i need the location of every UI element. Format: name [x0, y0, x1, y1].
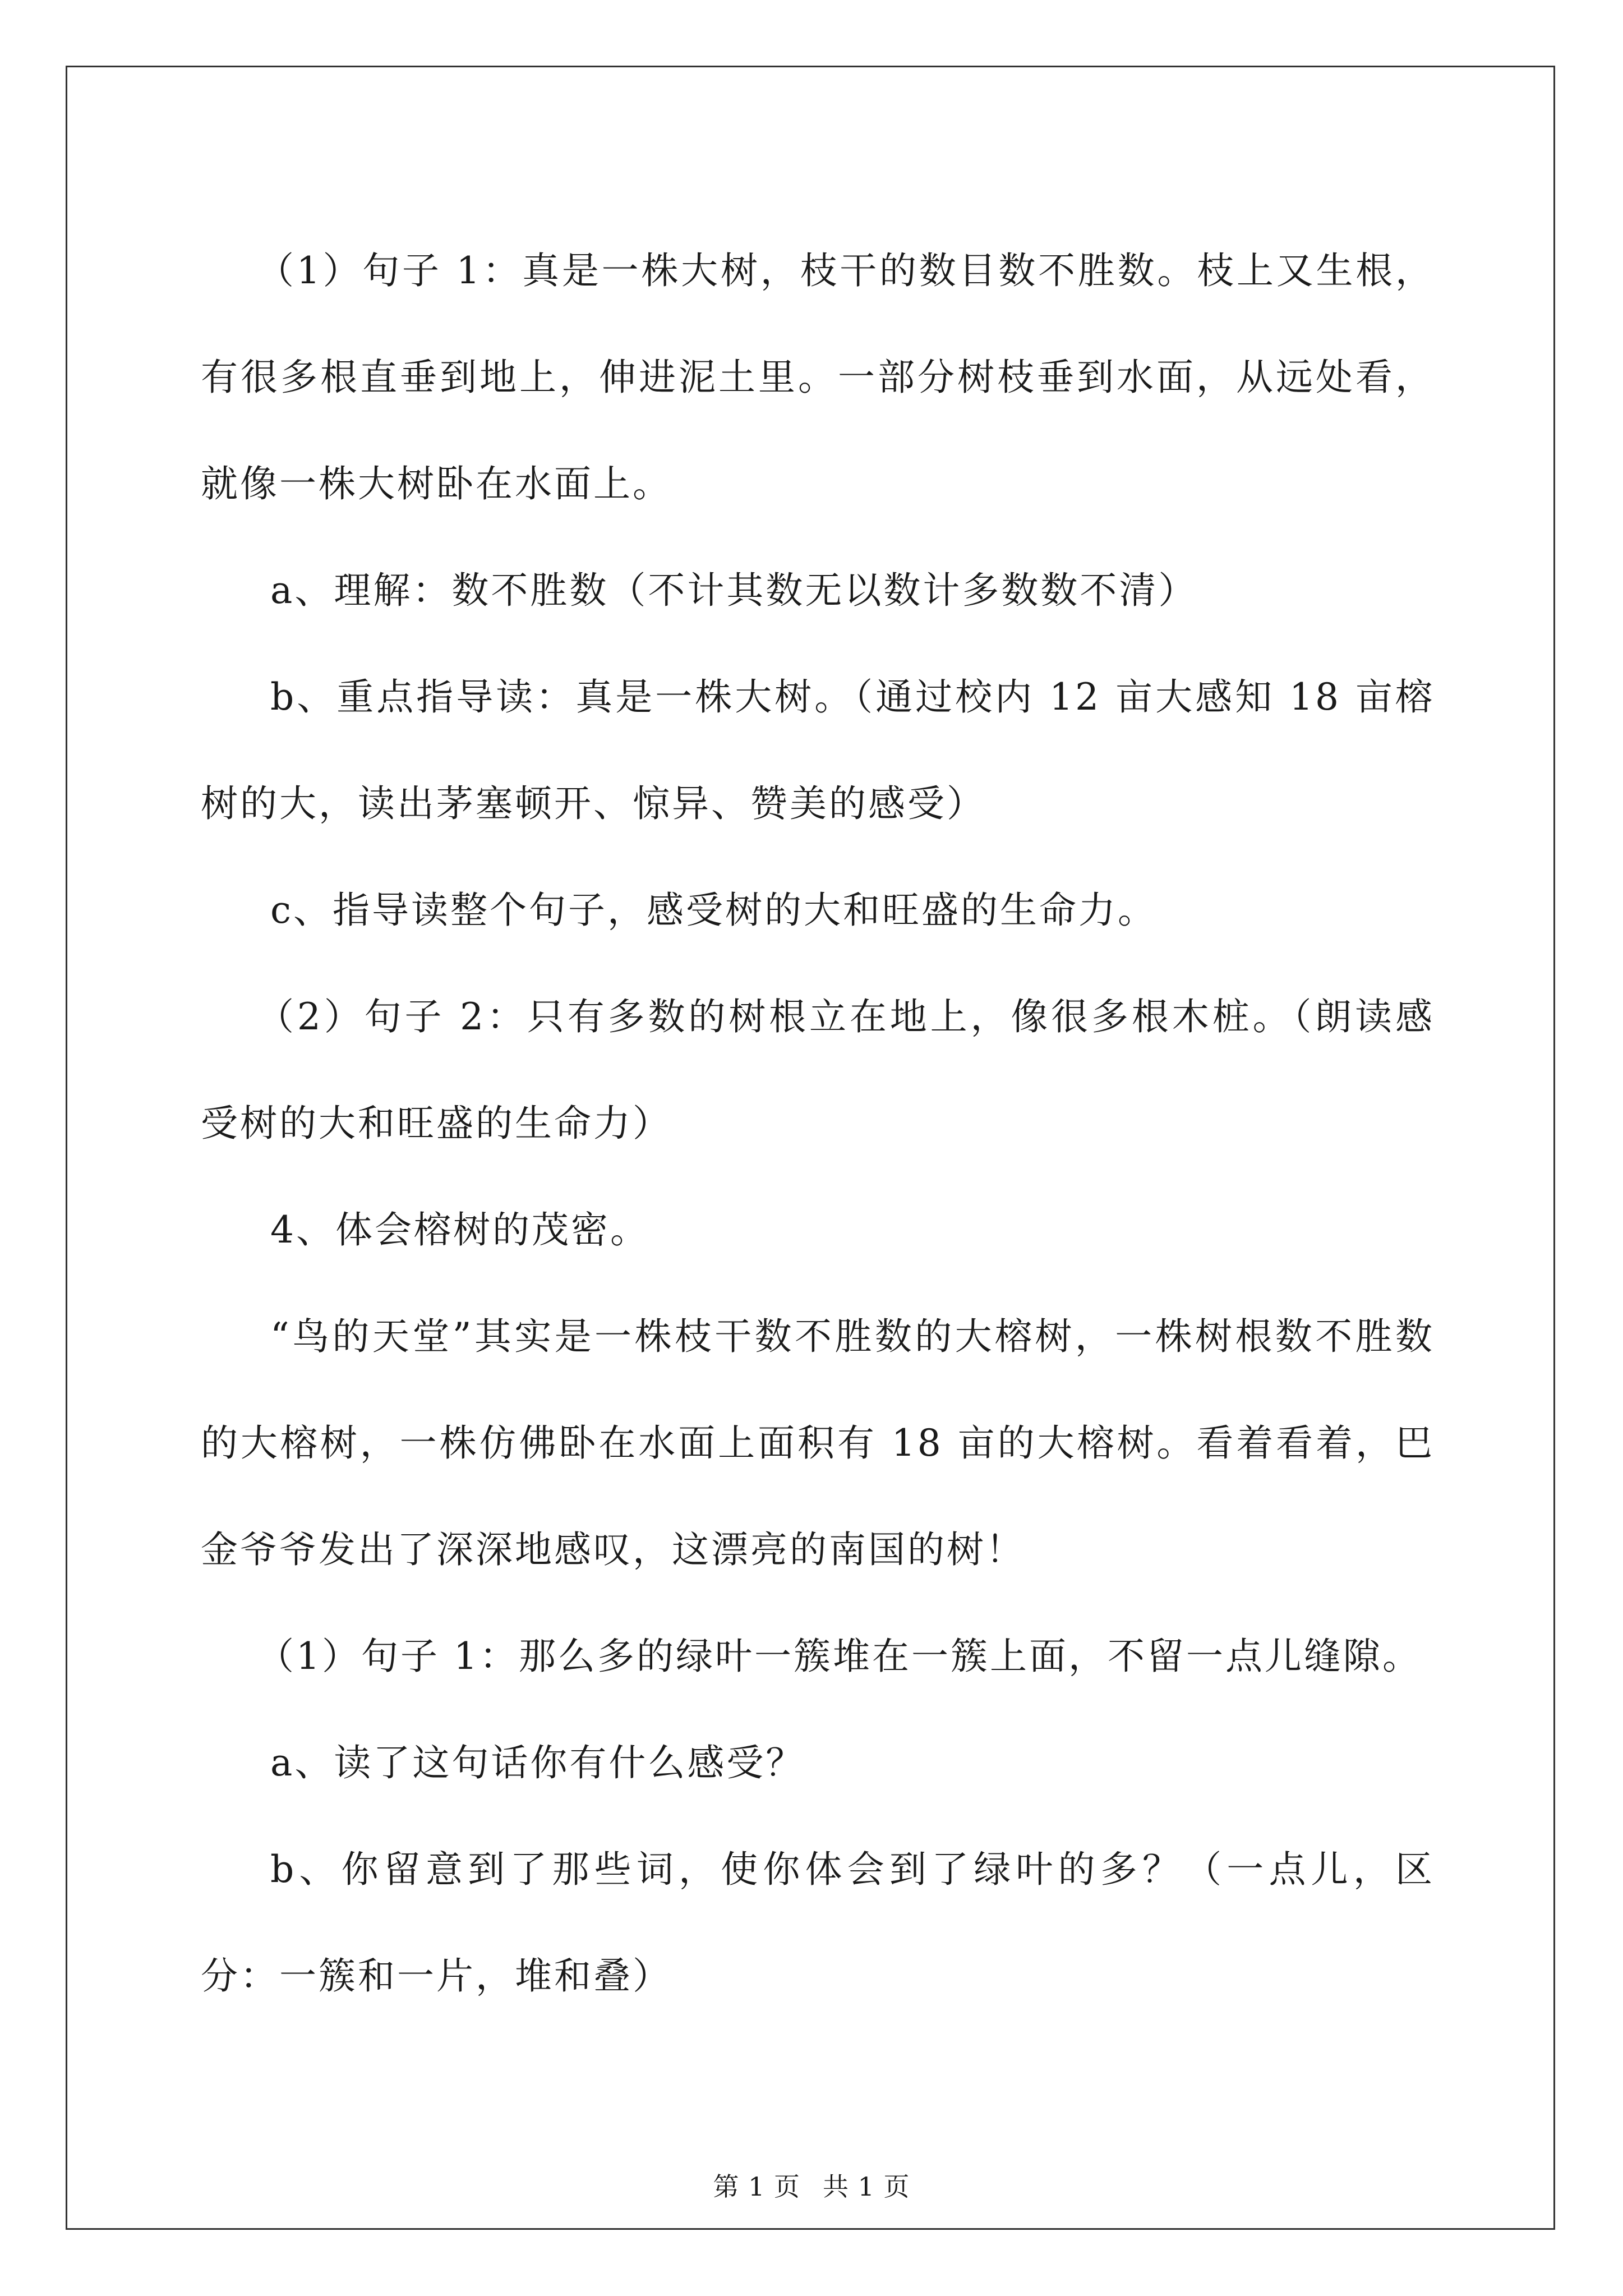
paragraph-sentence-1: （1）句子 1：真是一株大树，枝干的数目数不胜数。枝上又生根，有很多根直垂到地上，伸进泥土里。一部分树枝垂到水面，从远处看，就像一株大树卧在水面上。 [201, 249, 1435, 505]
paragraph-read-whole-sentence: c、指导读整个句子，感受树的大和旺盛的生命力。 [270, 889, 1157, 932]
paragraph-understanding: a、理解：数不胜数（不计其数无以数计多数数不清） [270, 569, 1198, 612]
paragraph-sentence-2: （2）句子 2：只有多数的树根立在地上，像很多根木桩。（朗读感受树的大和旺盛的生命力） [201, 995, 1435, 1145]
paragraph-guided-reading: b、重点指导读：真是一株大树。（通过校内 12 亩大感知 18 亩榕树的大，读出茅塞顿开、惊异、赞美的感受） [201, 675, 1435, 825]
paragraph-birds-paradise: “鸟的天堂”其实是一株枝干数不胜数的大榕树，一株树根数不胜数的大榕树，一株仿佛卧在水面上面积有 18 亩的大榕树。看着看着，巴金爷爷发出了深深地感叹，这漂亮的南国的树！ [201, 1315, 1435, 1571]
paragraph-words-question: b、你留意到了那些词，使你体会到了绿叶的多？（一点儿，区分：一簇和一片，堆和叠） [201, 1848, 1435, 1998]
page-total: 共 1 页 [823, 2171, 910, 2202]
paragraph-section-4: 4、体会榕树的茂密。 [270, 1208, 649, 1251]
paragraph-feeling-question: a、读了这句话你有什么感受？ [270, 1741, 805, 1784]
page-number: 第 1 页 [713, 2171, 800, 2202]
paragraph-sentence-1-leaves: （1）句子 1：那么多的绿叶一簇堆在一簇上面，不留一点儿缝隙。 [257, 1635, 1422, 1678]
page-footer [0, 2170, 1623, 2203]
document-body [201, 218, 1435, 2030]
